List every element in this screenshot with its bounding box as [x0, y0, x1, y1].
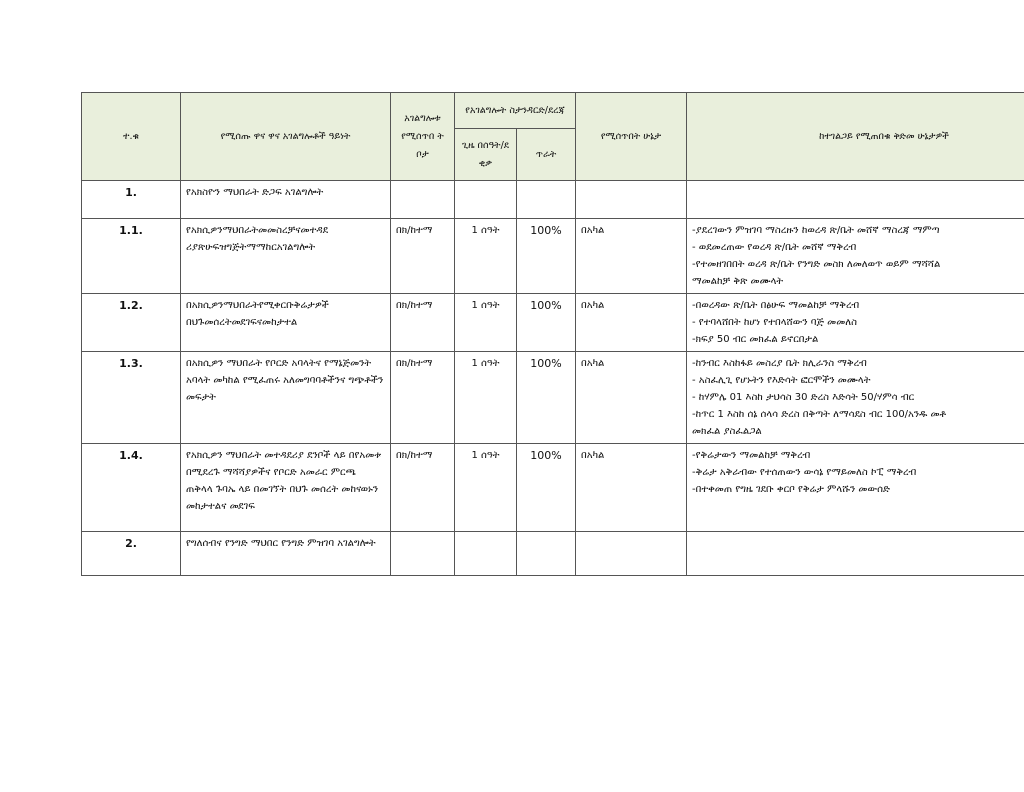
row-time: 1 ሰዓት — [455, 219, 517, 294]
row-place: በክ/ከተማ — [391, 219, 455, 294]
row-quality: 100% — [517, 219, 576, 294]
row-requirements — [687, 532, 1024, 576]
row-number: 1.4. — [82, 444, 181, 532]
header-service-place: አገልግሎቱ የሚሰጥበ ት ቦታ — [391, 93, 455, 181]
row-requirements — [687, 294, 1024, 352]
row-number: 1.3. — [82, 352, 181, 444]
requirement-line: መክፈል ያስፈልጋል — [692, 423, 1024, 440]
row-place: በክ/ከተማ — [391, 294, 455, 352]
header-service-type: የሚሰጡ ዋና ዋና አገልግሎቶች ዓይነት — [181, 93, 391, 181]
header-service-mode: የሚሰጥበት ሁኔታ — [576, 93, 687, 181]
requirement-line: -በተቀመጠ የግዜ ገደቡ ቀርቦ የቅሬታ ምላሹን መውሰድ — [692, 481, 1024, 498]
row-service: የአክሲዎን ማህበራት መተዳደሪያ ደንቦች ላይ በየአመቱ በሚደረጉ ማሻሻያዎችና የቦርድ አመራር ምርጫ ጠቅላላ ጉባኤ ላይ በመገኘት በህጉ መሰረት መከናወኑን መከታተልና መደገፍ — [181, 444, 391, 532]
row-service: የአክሲዎንማህበራትመመስረቻናመተዳደ ሪያጽሁፍዝግጅትማማከርአገልግሎት — [181, 219, 391, 294]
row-number: 1.2. — [82, 294, 181, 352]
header-number: ተ.ቁ — [82, 93, 181, 181]
row-number: 1.1. — [82, 219, 181, 294]
row-place: በክ/ከተማ — [391, 352, 455, 444]
row-time: 1 ሰዓት — [455, 352, 517, 444]
requirement-line: - ወደመረጠው የወረዳ ጽ/ቤት መሸኛ ማቅረብ — [692, 239, 1024, 256]
table-row — [82, 294, 1024, 352]
table-row — [82, 181, 1024, 219]
services-table — [81, 92, 1024, 576]
row-mode: በአካል — [576, 444, 687, 532]
row-requirements — [687, 219, 1024, 294]
row-number: 1. — [82, 181, 181, 219]
row-mode — [576, 532, 687, 576]
table-row — [82, 532, 1024, 576]
table-header — [82, 93, 1024, 181]
requirement-line: -በወረዳው ጽ/ቤት በፅሁፍ ማመልከቻ ማቅረብ — [692, 297, 1024, 314]
header-requirements: ከተገልጋይ የሚጠበቁ ቅድመ ሁኔታዎች — [687, 93, 1024, 181]
row-quality: 100% — [517, 294, 576, 352]
table-row — [82, 219, 1024, 294]
requirement-line: -የቅሬታውን ማመልከቻ ማቅረብ — [692, 447, 1024, 464]
row-quality: 100% — [517, 444, 576, 532]
row-mode: በአካል — [576, 294, 687, 352]
row-service: የግለሰብና የንግድ ማህበር የንግድ ምዝገባ አገልግሎት — [181, 532, 391, 576]
row-mode: በአካል — [576, 352, 687, 444]
requirement-line: -ቅሬታ አቅራብው የተሰጠውን ውሳኔ የማይመለስ ኮፒ ማቅረብ — [692, 464, 1024, 481]
table-row — [82, 352, 1024, 444]
requirement-line: - ከሃምሌ 01 እስከ ታህሳስ 30 ድረስ እድሳት 50/ሃምሳ ብር — [692, 389, 1024, 406]
row-time: 1 ሰዓት — [455, 294, 517, 352]
row-mode — [576, 181, 687, 219]
requirement-line: - የተባላሸበት ከሆነ የተበላሸውን ባጅ መመለስ — [692, 314, 1024, 331]
row-service: የአክስዮን ማህበራት ድጋፍ አገልግሎት — [181, 181, 391, 219]
requirement-line: -የተመዘገበበት ወረዳ ጽ/ቤት የንግድ መስክ ለመለወጥ ወይም ማሻሻል — [692, 256, 1024, 273]
requirement-line: - አስፈሊጊ የሆኑትን የእድሳት ፎርሞችን መሙላት — [692, 372, 1024, 389]
services-table-page — [81, 92, 1024, 792]
row-service: በአክሲዎን ማህበራት የቦርድ አባላትና የማኔጅመንት አባላት መካከል የሚፈጠሩ አለመግባባቶችንና ግጭቶችን መፍታት — [181, 352, 391, 444]
header-time: ጊዜ በሰዓት/ደ ቂቃ — [455, 129, 517, 181]
header-service-standard: የአገልግሎት ስታንዳርድ/ደረጃ — [455, 93, 576, 129]
row-place: በክ/ከተማ — [391, 444, 455, 532]
requirement-line: -ያደረገውን ምዝገባ ማስረዙን ከወረዳ ጽ/ቤት መሸኛ ማስረጃ ማምጣ — [692, 222, 1024, 239]
requirement-line: -ክፍያ 50 ብር መክፈል ይኖርበታል — [692, 331, 1024, 348]
row-number: 2. — [82, 532, 181, 576]
row-mode: በአካል — [576, 219, 687, 294]
row-requirements — [687, 181, 1024, 219]
requirement-line: ማመልከቻ ቅጽ መሙላት — [692, 273, 1024, 290]
row-place — [391, 532, 455, 576]
row-time — [455, 181, 517, 219]
row-service: በአክሲዎንማህበራትየሚቀርቡቅሬታዎች በህጉመሰረትመደገፍናመከታተል — [181, 294, 391, 352]
row-requirements — [687, 444, 1024, 532]
row-place — [391, 181, 455, 219]
row-requirements — [687, 352, 1024, 444]
requirement-line: -ከንብር እስከፋይ መስረያ ቤት ክሊራንስ ማቅረብ — [692, 355, 1024, 372]
table-row — [82, 444, 1024, 532]
row-time: 1 ሰዓት — [455, 444, 517, 532]
row-time — [455, 532, 517, 576]
header-quality: ጥራት — [517, 129, 576, 181]
row-quality — [517, 181, 576, 219]
requirement-line: -ከጥር 1 እስከ ሰኔ ሰላሳ ድረስ በቅጣት ለማሳደስ ብር 100/አንዱ መቶ — [692, 406, 1024, 423]
row-quality — [517, 532, 576, 576]
row-quality: 100% — [517, 352, 576, 444]
